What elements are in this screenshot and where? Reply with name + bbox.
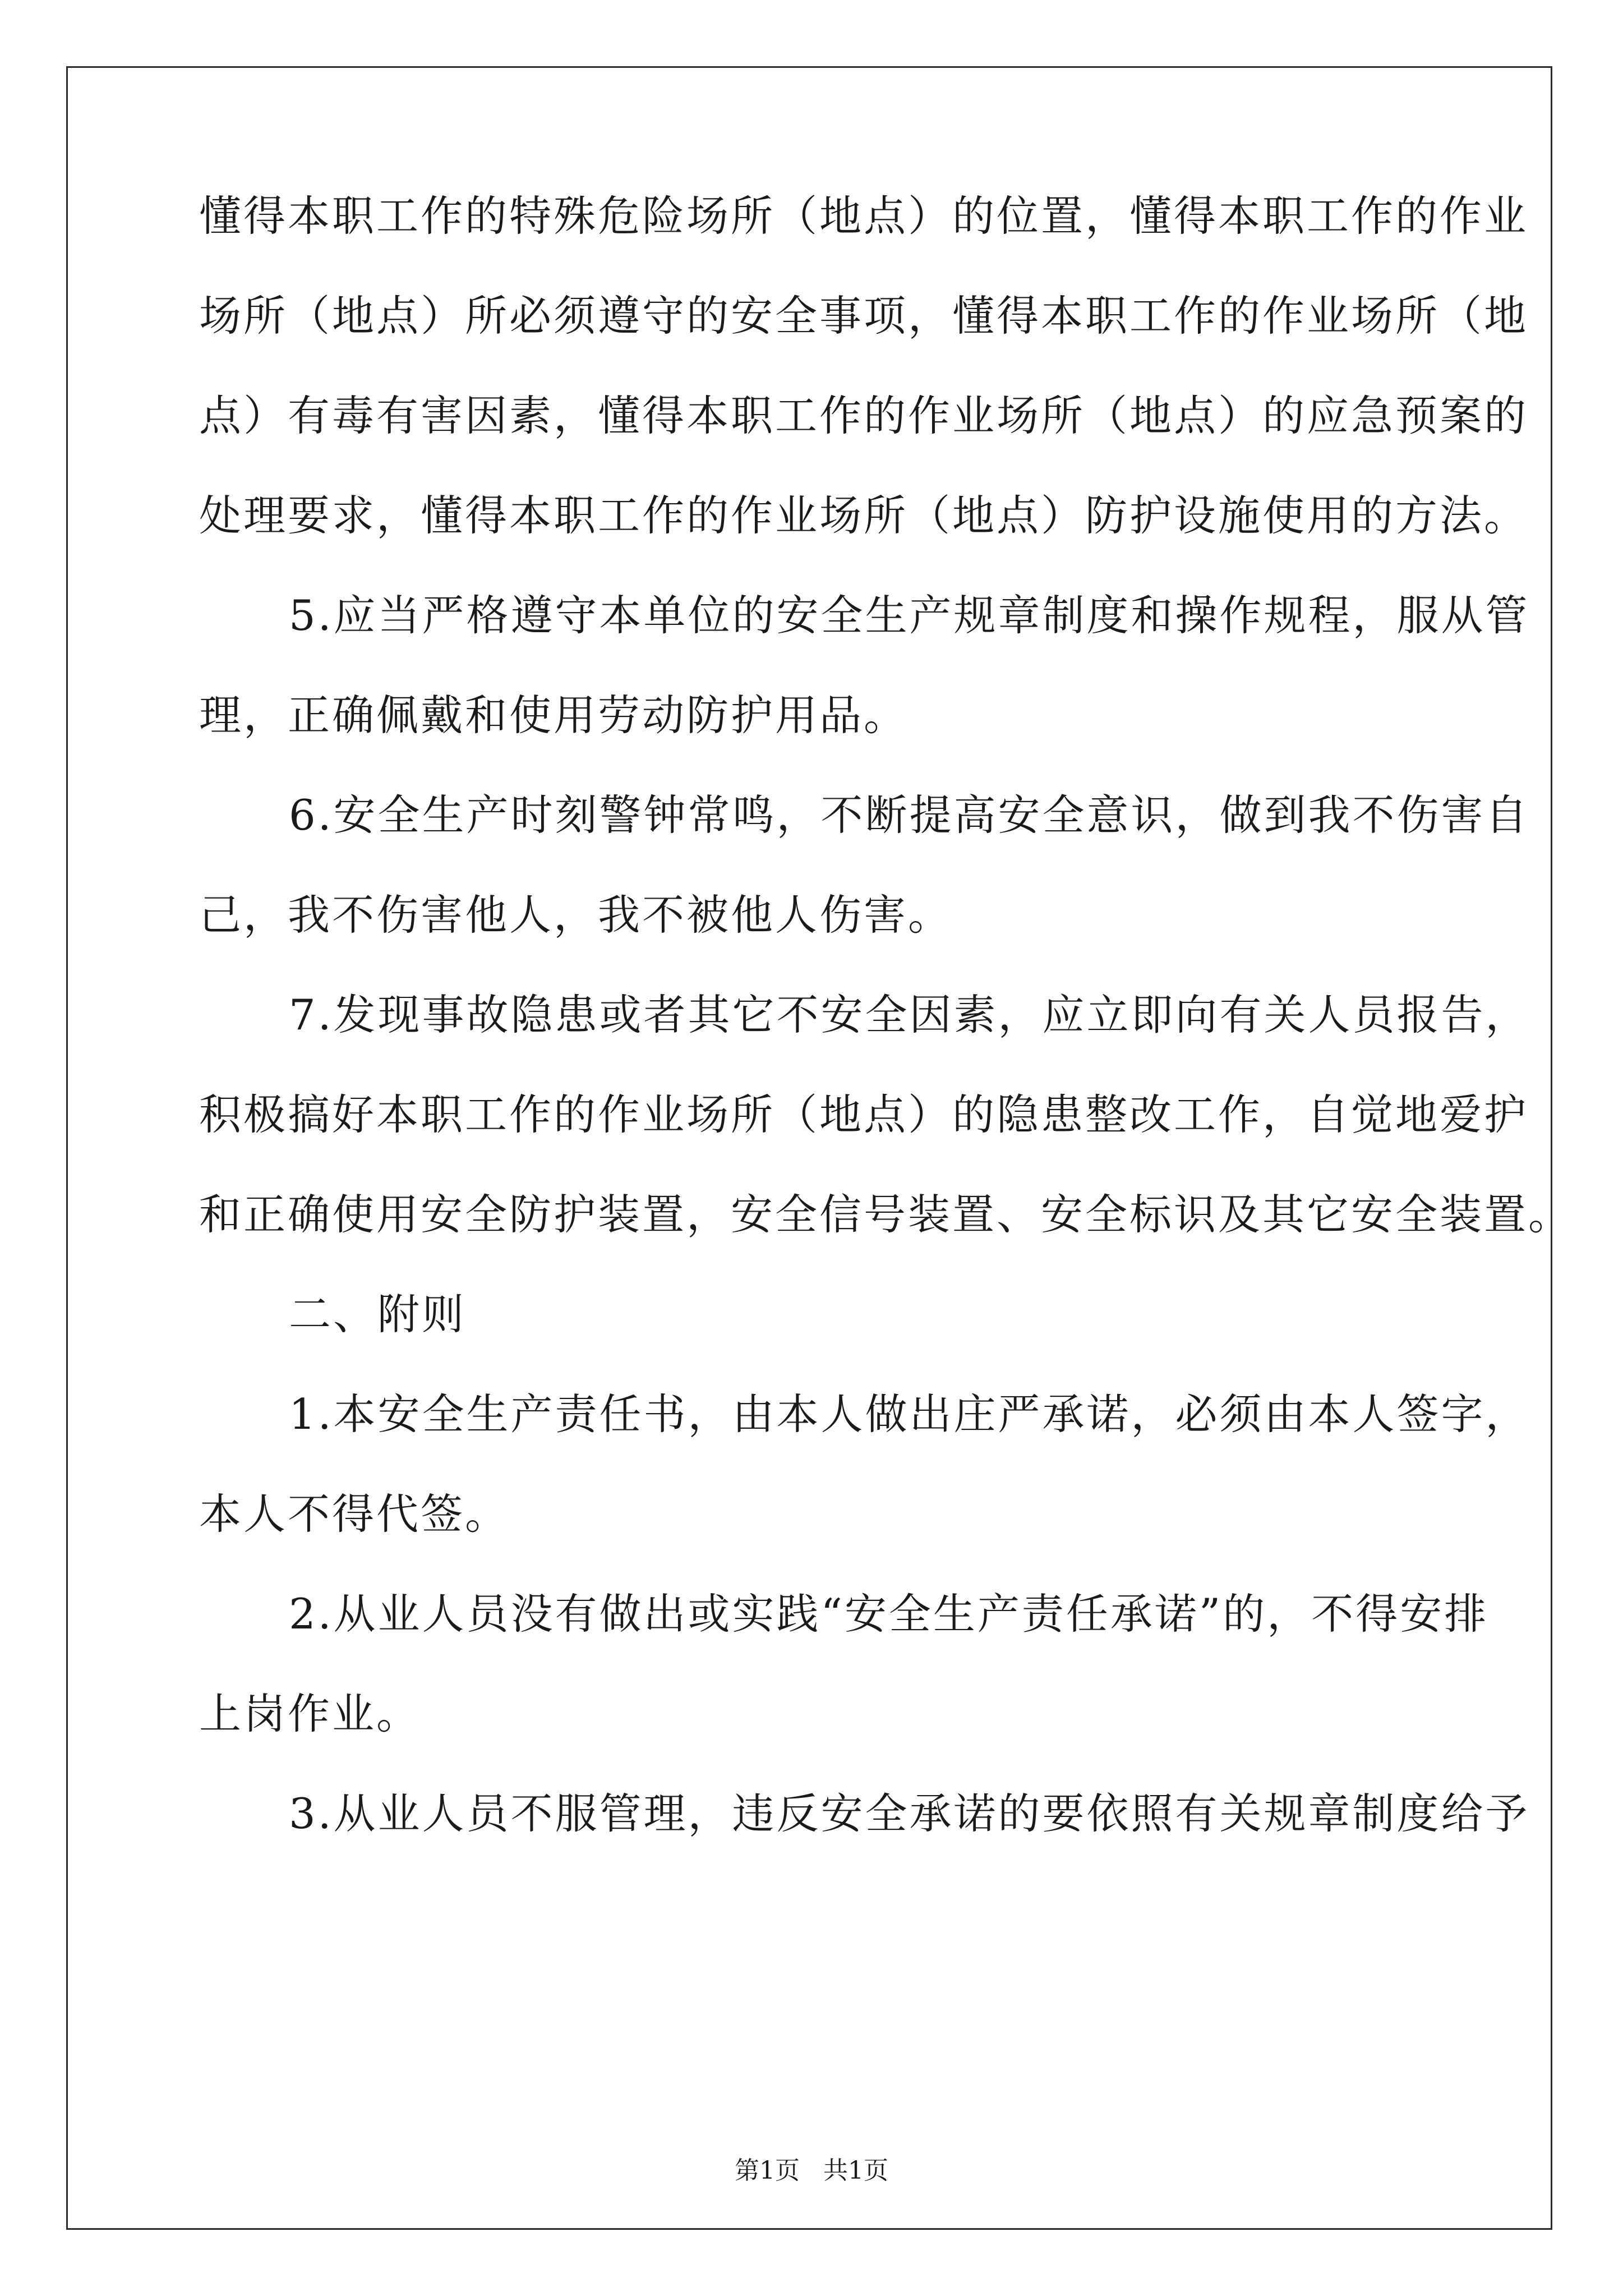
text-line: 7.发现事故隐患或者其它不安全因素，应立即向有关人员报告， — [289, 990, 1530, 1039]
page-number: 第1页 — [735, 2156, 800, 2185]
page-footer — [0, 2155, 1623, 2187]
text-line: 5.应当严格遵守本单位的安全生产规章制度和操作规程，服从管 — [289, 591, 1530, 640]
text-line: 本人不得代签。 — [199, 1489, 510, 1539]
text-line: 懂得本职工作的特殊危险场所（地点）的位置，懂得本职工作的作业 — [199, 191, 1529, 241]
text-line: 2.从业人员没有做出或实践“安全生产责任承诺”的，不得安排 — [289, 1589, 1489, 1639]
text-line: 场所（地点）所必须遵守的安全事项，懂得本职工作的作业场所（地 — [199, 291, 1529, 341]
text-line: 和正确使用安全防护装置，安全信号装置、安全标识及其它安全装置。 — [199, 1190, 1573, 1239]
text-line: 点）有毒有害因素，懂得本职工作的作业场所（地点）的应急预案的 — [199, 391, 1529, 440]
text-line: 理，正确佩戴和使用劳动防护用品。 — [199, 691, 909, 740]
text-line: 处理要求，懂得本职工作的作业场所（地点）防护设施使用的方法。 — [199, 491, 1529, 540]
page-total: 共1页 — [823, 2156, 888, 2185]
text-line: 上岗作业。 — [199, 1689, 421, 1738]
section-heading: 二、附则 — [289, 1290, 467, 1339]
document-body — [199, 191, 1573, 1839]
text-line: 3.从业人员不服管理，违反安全承诺的要依照有关规章制度给予 — [289, 1789, 1530, 1838]
text-line: 6.安全生产时刻警钟常鸣，不断提高安全意识，做到我不伤害自 — [289, 790, 1530, 840]
text-line: 己，我不伤害他人，我不被他人伤害。 — [199, 890, 953, 940]
text-line: 1.本安全生产责任书，由本人做出庄严承诺，必须由本人签字， — [289, 1389, 1530, 1439]
text-line: 积极搞好本职工作的作业场所（地点）的隐患整改工作，自觉地爱护 — [199, 1090, 1529, 1139]
